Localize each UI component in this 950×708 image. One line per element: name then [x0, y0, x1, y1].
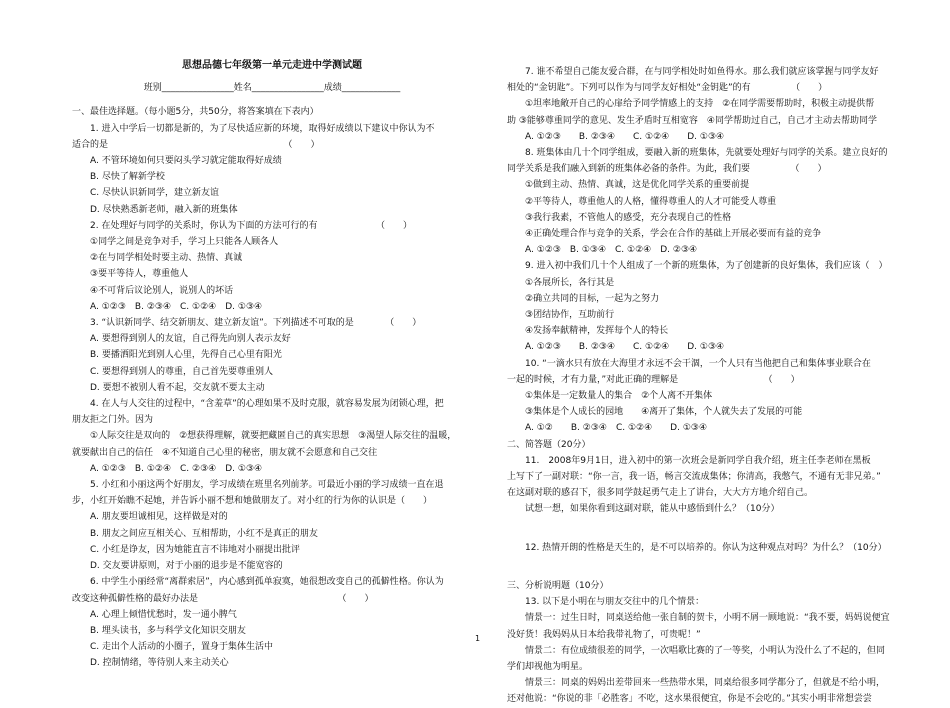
text-line: A. ①②③ B. ②③④ C. ①②④ D. ①③④	[507, 342, 725, 353]
student-info-line: 班别________________姓名________________成绩_____________	[143, 83, 401, 94]
text-line: 还对他说：“你说的非「必胜客」不吃，这水果很便宜，你是不会吃的。”其实小明非常想尝尝	[507, 694, 872, 705]
text-line: C. 小红是诤友，因为她能直言不讳地对小丽提出批评	[72, 544, 301, 555]
text-line: A. ①②③ B. ②③④ C. ①②④ D. ①③④	[507, 131, 725, 142]
text-line: 适合的是 （ ）	[72, 139, 320, 150]
text-line: B. 尽快了解新学校	[72, 172, 165, 183]
text-line: ①同学之间是竞争对手，学习上只能各人顾各人	[72, 237, 279, 248]
left-column	[72, 58, 472, 672]
text-line: ②确立共同的目标，一起为之努力	[507, 293, 660, 304]
text-line: A. 心理上倾惜忧愁时，发一通小脾气	[72, 609, 237, 620]
text-line: 同学关系是我们融入到新的班集体必备的条件。为此，我们要 （ ）	[507, 164, 827, 175]
text-line: 3. “认识新同学、结交新朋友、建立新友谊”。下列描述不可取的是 （ ）	[72, 318, 422, 329]
right-question-block	[507, 64, 907, 708]
text-line: 一、最佳选择题。（每小题5分，共50分，将答案填在下表内）	[72, 107, 319, 118]
text-line: A. 朋友要坦诚相见，这样做是对的	[72, 512, 228, 523]
text-line: A. ①② B. ②③④ C. ①②④ D. ①③④	[507, 423, 708, 434]
text-line: 6. 中学生小丽经常“离群索居”，内心感到孤单寂寞，她很想改变自己的孤僻性格。你认为	[72, 577, 444, 588]
text-line: ①人际交往是双向的 ②想获得理解，就要把藏匿自己的真实思想 ③渴望人际交往的温暖，	[72, 431, 457, 442]
exam-title: 思想品德七年级第一单元走进中学测试题	[182, 60, 362, 71]
left-question-block	[72, 104, 472, 671]
text-line: 上写下了一副对联：“你一言，我一语，畅言交流成集体；你清高，我憋气，不通有无非兄弟。”	[507, 472, 881, 483]
text-line: B. 朋友之间应互相关心、互相帮助，小红不是真正的朋友	[72, 528, 318, 539]
text-line: 4. 在人与人交往的过程中，“含羞草”的心理如果不及时克服，就容易发展为闭锁心理，把	[72, 399, 444, 410]
text-line: A. ①②③ B. ②③④ C. ①②④ D. ①③④	[72, 301, 263, 312]
text-line: ③要平等待人，尊重他人	[72, 269, 189, 280]
text-line: 学们却视他为明星。	[507, 661, 589, 672]
text-line	[507, 518, 907, 540]
text-line: 12. 热情开朗的性格是天生的，是不可以培养的。你认为这种观点对吗？为什么？（10分）	[507, 542, 887, 553]
text-line: ①坦率地敞开自己的心扉给予同学情感上的支持 ②在同学需要帮助时，积极主动提供帮	[507, 99, 875, 110]
text-line: ③集体是个人成长的园地 ④离开了集体，个人就失去了发展的可能	[507, 407, 803, 418]
text-line: ③我行我素，不管他人的感受，充分表现自己的性格	[507, 212, 732, 223]
text-line: 情景二：有位成绩很差的同学，一次唱歌比赛的了一等奖，小明认为没什么了不起的，但同	[507, 645, 886, 656]
text-line: 1. 进入中学后一切都是新的，为了尽快适应新的环境，取得好成绩以下建议中你认为不	[72, 123, 435, 134]
text-line: ④正确处理合作与竞争的关系，学会在合作的基础上开展必要而有益的竞争	[507, 229, 822, 240]
text-line: 助 ③能够尊重同学的意见、发生矛盾时互相宽容 ④同学帮助过自己，自己才主动去帮助同学	[507, 115, 877, 126]
text-line: D. 交友要讲原则，对于小丽的退步是不能宽容的	[72, 561, 283, 572]
text-line: ①做到主动、热情、真诚，这是优化同学关系的重要前提	[507, 180, 750, 191]
text-line: B. 埋头读书，多与科学文化知识交朋友	[72, 625, 246, 636]
text-line: A. 不管环境如何只要闷头学习就定能取得好成绩	[72, 156, 282, 167]
text-line: ①集体是一定数量人的集合 ②个人离不开集体	[507, 391, 713, 402]
text-line: 步，小红开始瞧不起她，并告诉小丽不想和她做朋友了。对小红的行为你的认识是（ ）	[72, 496, 433, 507]
text-line: 2. 在处理好与同学的关系时，你认为下面的方法可行的有 （ ）	[72, 220, 412, 231]
text-line: ①各展所长，各行其是	[507, 277, 615, 288]
text-line: 11. 2008年9月1日，进入初中的第一次班会是新同学自我介绍，班主任李老师在黑板	[507, 455, 871, 466]
text-line: ④发扬奉献精神，发挥每个人的特长	[507, 326, 669, 337]
text-line: C. 尽快认识新同学，建立新友谊	[72, 188, 220, 199]
text-line: 朋友拒之门外。因为	[72, 415, 154, 426]
text-line: 8. 班集体由几十个同学组成，要融入新的班集体，先就要处理好与同学的关系。建立良好的	[507, 148, 888, 159]
text-line: 相处的“金钥匙”。下列可以作为与同学友好相处“金钥匙”的有 （ ）	[507, 83, 828, 94]
text-line: 二、简答题（20分）	[507, 439, 591, 450]
text-line: 5. 小红和小丽这两个好朋友，学习成绩在班里名列前茅。可最近小丽的学习成绩一直在退	[72, 480, 444, 491]
text-line: B. 要播洒阳光到别人心里，先得自己心里有阳光	[72, 350, 282, 361]
text-line: D. 尽快熟悉新老师，融入新的班集体	[72, 204, 238, 215]
text-line: 试想一想，如果你看到这副对联，能从中感悟到什么？（10分）	[507, 504, 780, 515]
right-column	[507, 64, 907, 708]
text-line: A. ①②③ B. ①③④ C. ①②④ D. ②③④	[507, 245, 698, 256]
text-line: A. ①②③ B. ①②④ C. ②③④ D. ①③④	[72, 463, 263, 474]
text-line: 9. 进入初中我们几十个人组成了一个新的班集体，为了创建新的良好集体，我们应该（ ）	[507, 261, 888, 272]
text-line: C. 走出个人活动的小圈子，置身于集体生活中	[72, 642, 274, 653]
text-line: 一起的时候，才有力量，”对此正确的理解是 （ ）	[507, 374, 800, 385]
page-number: 1	[475, 634, 481, 643]
text-line: A. 要想得到别人的友谊，自己得先向别人表示友好	[72, 334, 291, 345]
text-line: 情景一：过生日时，同桌送给他一张自制的贺卡，小明不屑一顾地说：“我不要，妈妈说便宜	[507, 613, 890, 624]
text-line: 三、分析说明题（10分）	[507, 580, 609, 591]
text-line: D. 要想不被别人看不起，交友就不要太主动	[72, 382, 265, 393]
text-line: 13. 以下是小明在与朋友交往中的几个情景：	[507, 597, 705, 608]
text-line: 7. 谁不希望自己能友爱合群，在与同学相处时如鱼得水。那么我们就应该掌握与同学友好	[507, 67, 879, 77]
text-line: 在这副对联的感召下，很多同学鼓起勇气走上了讲台，大大方方地介绍自己。	[507, 488, 814, 499]
text-line: ③团结协作，互助前行	[507, 310, 615, 321]
text-line: 10. “一滴水只有放在大海里才永远不会干涸，一个人只有当他把自己和集体事业联合在	[507, 358, 871, 369]
text-line: ②平等待人，尊重他人的人格，懂得尊重人的人才可能受人尊重	[507, 196, 777, 207]
text-line: 改变这种孤僻性格的最好办法是 （ ）	[72, 593, 374, 604]
text-line: 情景三：同桌的妈妈出差带回来一些热带水果，同桌给很多同学都分了，但就是不给小明，	[507, 678, 886, 689]
text-line: C. 要想得到别人的尊重，自己首先要尊重别人	[72, 366, 274, 377]
text-line: 没好货！我妈妈从日本给我带礼物了，可贵呢！”	[507, 629, 701, 640]
text-line: ②在与同学相处时要主动、热情、真诚	[72, 253, 243, 264]
text-line: D. 控制情绪，等待别人来主动关心	[72, 658, 229, 669]
text-line: 就要献出自己的信任 ④不知道自己心里的秘密，朋友就不会愿意和自己交往	[72, 447, 378, 458]
text-line	[507, 556, 907, 578]
text-line: ④不可背后议论别人，说别人的坏话	[72, 285, 234, 296]
